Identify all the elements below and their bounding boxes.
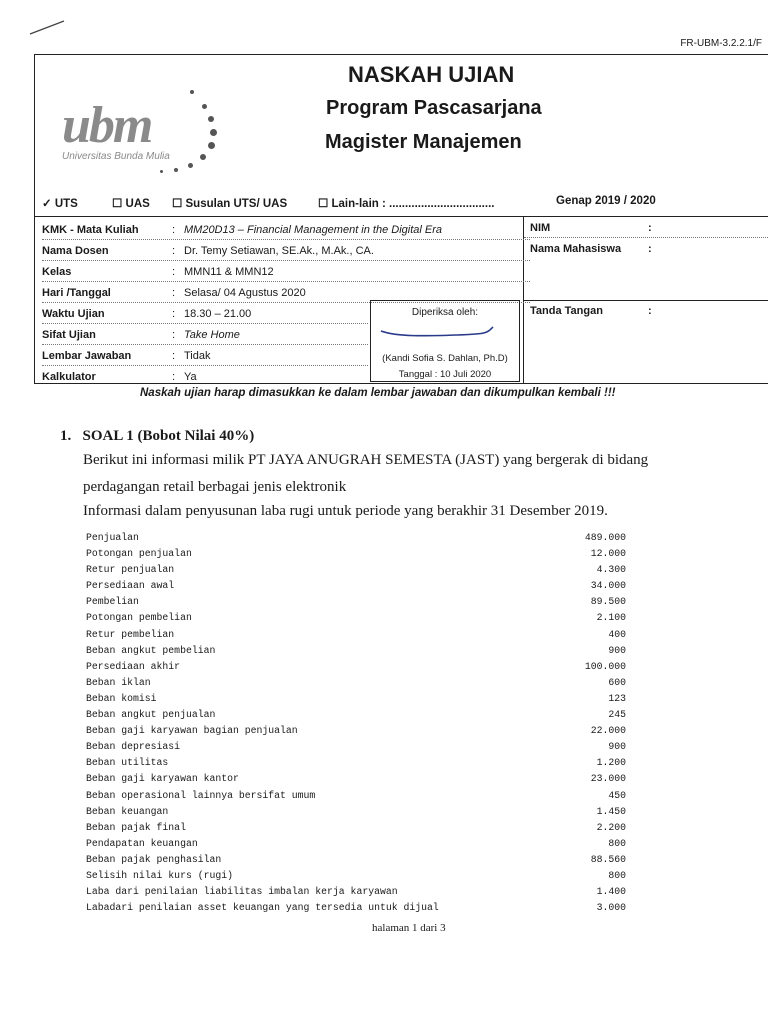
info-colon: :: [172, 308, 176, 320]
list-item: [86, 661, 626, 677]
info-label: Sifat Ujian: [42, 329, 96, 341]
nim-label: NIM: [530, 222, 551, 234]
list-item: [86, 693, 626, 709]
list-item: [86, 757, 626, 773]
item-value: 100.000: [584, 660, 626, 672]
item-name: Penjualan: [86, 532, 139, 543]
option-label: Susulan UTS/ UAS: [185, 198, 288, 210]
item-value: 22.000: [590, 725, 626, 737]
item-name: Potongan penjualan: [86, 548, 192, 560]
list-item: [86, 645, 626, 661]
question-title: 1. SOAL 1 (Bobot Nilai 40%): [60, 428, 255, 444]
info-colon: :: [172, 224, 176, 236]
list-item: [86, 790, 626, 806]
item-name: Beban operasional lainnya bersifat umum: [86, 789, 316, 801]
item-name: Labadari penilaian asset keuangan yang tersedia untuk dijual: [86, 902, 439, 914]
item-value: 800: [608, 837, 626, 849]
item-name: Retur penjualan: [86, 564, 175, 576]
item-value: 12.000: [590, 548, 626, 560]
list-item: [86, 822, 626, 838]
info-value: Take Home: [184, 329, 240, 341]
info-value: Ya: [184, 371, 197, 383]
list-item: [86, 709, 626, 725]
info-label: Waktu Ujian: [42, 308, 105, 320]
info-label: Nama Dosen: [42, 245, 109, 257]
item-value: 2.100: [596, 612, 626, 624]
checkbox-icon: ☐: [318, 198, 329, 210]
info-value: 18.30 – 21.00: [184, 308, 252, 320]
item-name: Retur pembelian: [86, 628, 175, 640]
item-value: 800: [608, 869, 626, 881]
item-value: 489.000: [584, 532, 626, 543]
item-name: Beban komisi: [86, 692, 157, 704]
info-label: Lembar Jawaban: [42, 350, 132, 362]
checkbox-icon: ☐: [172, 198, 183, 210]
item-value: 1.200: [596, 757, 626, 769]
option-uts: [42, 196, 78, 210]
item-value: 123: [608, 692, 626, 704]
item-name: Beban utilitas: [86, 757, 169, 769]
question-text-line: perdagangan retail berbagai jenis elektronik: [83, 479, 347, 495]
list-item: [86, 677, 626, 693]
item-name: Persediaan akhir: [86, 660, 181, 672]
list-item: [86, 838, 626, 854]
notice: Naskah ujian harap dimasukkan ke dalam lembar jawaban dan dikumpulkan kembali !!!: [140, 387, 616, 399]
item-value: 2.200: [596, 821, 626, 833]
info-value: Dr. Temy Setiawan, SE.Ak., M.Ak., CA.: [184, 245, 374, 257]
signature-colon: :: [648, 305, 652, 317]
item-value: 23.000: [590, 773, 626, 785]
item-value: 1.450: [596, 805, 626, 817]
list-item: [86, 596, 626, 612]
info-colon: :: [172, 329, 176, 341]
pen-mark: [28, 18, 68, 38]
list-item: [86, 741, 626, 757]
financial-items-list: [86, 532, 626, 918]
program-subtitle: Magister Manajemen: [325, 131, 522, 153]
item-value: 1.400: [596, 886, 626, 898]
item-value: 400: [608, 628, 626, 640]
item-name: Persediaan awal: [86, 580, 175, 592]
list-item: [86, 902, 626, 918]
info-colon: :: [172, 371, 176, 383]
info-value: Tidak: [184, 350, 211, 362]
info-colon: :: [172, 245, 176, 257]
item-value: 89.500: [590, 596, 626, 608]
list-item: [86, 612, 626, 628]
list-item: [86, 532, 626, 548]
list-item: [86, 806, 626, 822]
page-footer: halaman 1 dari 3: [372, 922, 446, 934]
option-label: UAS: [125, 198, 150, 210]
item-value: 600: [608, 676, 626, 688]
student-name-label: Nama Mahasiswa: [530, 243, 622, 255]
signature-label: Tanda Tangan: [530, 305, 603, 317]
option-lain: [318, 196, 494, 210]
logo-text: ubm: [62, 97, 152, 154]
item-name: Beban iklan: [86, 676, 151, 688]
option-label: Lain-lain : .................................: [331, 198, 495, 210]
form-code: FR-UBM-3.2.2.1/F: [680, 38, 762, 49]
item-value: 900: [608, 644, 626, 656]
info-value: MM20D13 – Financial Management in the Digital Era: [184, 224, 443, 236]
question-text-line: Informasi dalam penyusunan laba rugi untuk periode yang berakhir 31 Desember 2019.: [83, 503, 608, 519]
item-value: 245: [608, 709, 626, 721]
list-item: [86, 629, 626, 645]
review-date: Tanggal : 10 Juli 2020: [398, 369, 492, 380]
checkbox-icon: ☐: [112, 198, 123, 210]
item-value: 4.300: [596, 564, 626, 576]
info-colon: :: [172, 266, 176, 278]
item-name: Beban depresiasi: [86, 741, 181, 753]
list-item: [86, 580, 626, 596]
question-text-line: Berikut ini informasi milik PT JAYA ANUGRAH SEMESTA (JAST) yang bergerak di bidang: [83, 452, 649, 468]
item-name: Pendapatan keuangan: [86, 837, 198, 849]
university-logo: [62, 96, 222, 186]
reviewer-signature: [377, 321, 497, 341]
item-value: 450: [608, 789, 626, 801]
info-value: Selasa/ 04 Agustus 2020: [184, 287, 306, 299]
exam-title: NASKAH UJIAN: [348, 62, 515, 87]
item-name: Beban angkut penjualan: [86, 709, 216, 721]
info-label: KMK - Mata Kuliah: [42, 224, 139, 236]
info-label: Hari /Tanggal: [42, 287, 111, 299]
item-name: Beban gaji karyawan bagian penjualan: [86, 725, 298, 737]
item-name: Pembelian: [86, 596, 139, 608]
item-name: Beban pajak final: [86, 821, 186, 833]
option-uas: [112, 196, 150, 210]
item-name: Selisih nilai kurs (rugi): [86, 869, 233, 881]
item-name: Beban gaji karyawan kantor: [86, 773, 239, 785]
check-icon: ✓: [42, 198, 52, 210]
list-item: [86, 725, 626, 741]
list-item: [86, 773, 626, 789]
item-value: 900: [608, 741, 626, 753]
semester: Genap 2019 / 2020: [556, 195, 656, 207]
review-box: [370, 300, 520, 382]
divider: [35, 216, 768, 217]
list-item: [86, 854, 626, 870]
info-value: MMN11 & MMN12: [184, 266, 274, 278]
review-label: Diperiksa oleh:: [411, 307, 479, 318]
list-item: [86, 548, 626, 564]
option-susulan: [172, 196, 287, 210]
logo-subtitle: Universitas Bunda Mulia: [62, 151, 170, 162]
item-value: 3.000: [596, 902, 626, 914]
reviewer-name: (Kandi Sofia S. Dahlan, Ph.D): [382, 353, 508, 364]
list-item: [86, 870, 626, 886]
program-title: Program Pascasarjana: [326, 97, 542, 119]
nim-colon: :: [648, 222, 652, 234]
list-item: [86, 564, 626, 580]
info-label: Kelas: [42, 266, 72, 278]
info-colon: :: [172, 287, 176, 299]
info-label: Kalkulator: [42, 371, 96, 383]
info-colon: :: [172, 350, 176, 362]
item-name: Beban angkut pembelian: [86, 644, 216, 656]
item-name: Beban keuangan: [86, 805, 169, 817]
item-name: Potongan pembelian: [86, 612, 192, 624]
student-name-colon: :: [648, 243, 652, 255]
item-value: 34.000: [590, 580, 626, 592]
item-name: Laba dari penilaian liabilitas imbalan kerja karyawan: [86, 886, 398, 898]
item-value: 88.560: [590, 853, 626, 865]
list-item: [86, 886, 626, 902]
item-name: Beban pajak penghasilan: [86, 853, 222, 865]
option-label: UTS: [54, 198, 78, 210]
